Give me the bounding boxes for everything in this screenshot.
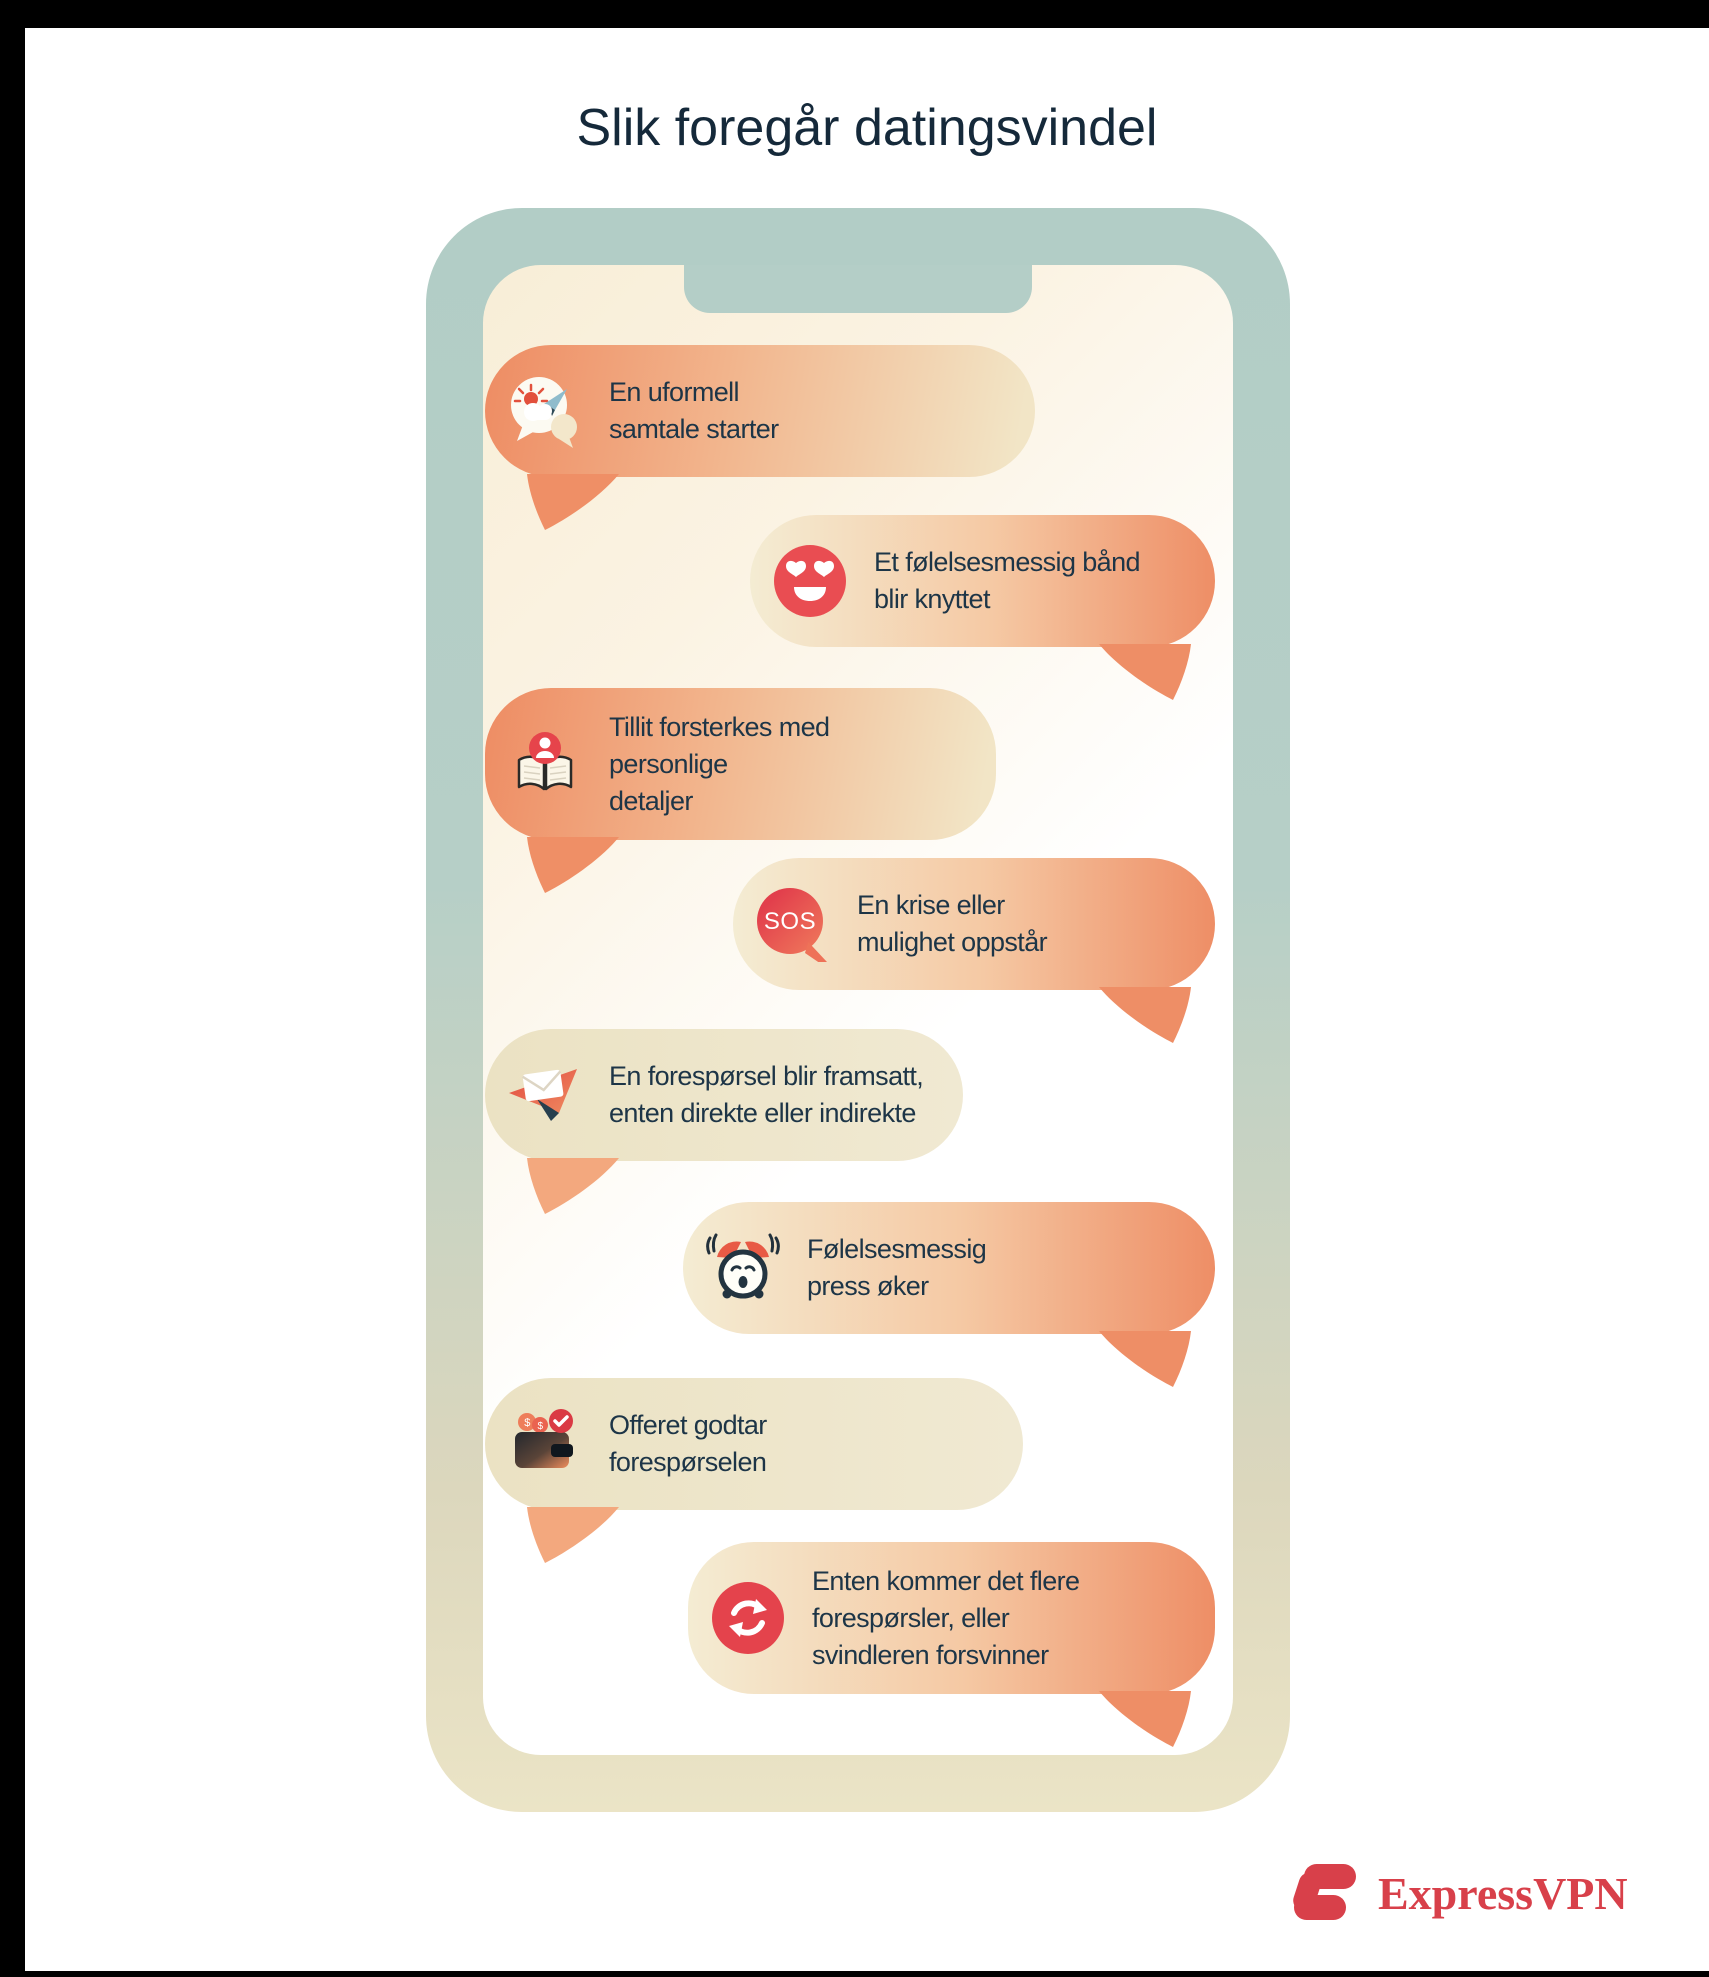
bubble-line: Et følelsesmessig bånd <box>874 547 1140 577</box>
chat-bubble <box>485 345 1035 477</box>
svg-text:$: $ <box>524 1417 530 1429</box>
profile-book-icon <box>507 726 583 802</box>
bubble-text <box>874 544 1140 618</box>
alarm-clock-icon <box>705 1230 781 1306</box>
bubble-tail <box>523 1158 623 1216</box>
brand-wordmark: ExpressVPN <box>1378 1867 1628 1919</box>
bubble-line: mulighet oppstår <box>857 927 1048 957</box>
chat-bubble <box>485 1378 1023 1510</box>
bubble-line: enten direkte eller indirekte <box>609 1098 916 1128</box>
bubble-line: Offeret godtar <box>609 1410 767 1440</box>
bubble-text <box>857 887 1047 961</box>
heart-eyes-emoji-icon <box>772 543 848 619</box>
bubble-line: Følelsesmessig <box>807 1234 987 1264</box>
bubble-text <box>609 709 829 820</box>
chat-bubble <box>683 1202 1215 1334</box>
bubble-tail <box>1095 644 1195 702</box>
bubble-line: En forespørsel blir framsatt, <box>609 1061 924 1091</box>
bubble-line: personlige <box>609 748 728 779</box>
bubble-text <box>609 1058 923 1132</box>
bubble-line: En uformell <box>609 377 739 407</box>
bubble-tail <box>523 837 623 895</box>
bubble-line: press øker <box>807 1271 929 1301</box>
bubble-line: svindleren forsvinner <box>812 1639 1049 1670</box>
refresh-cycle-icon <box>710 1580 786 1656</box>
expressvpn-logomark-icon <box>1288 1862 1360 1924</box>
sos-bubble-tail <box>805 942 827 962</box>
bubble-line: En krise eller <box>857 890 1005 920</box>
bubble-tail <box>1095 1691 1195 1749</box>
brand-logo <box>1288 1862 1628 1924</box>
bubble-line: forespørsler, eller <box>812 1602 1010 1633</box>
bubble-line: forespørselen <box>609 1447 767 1477</box>
sos-label: SOS <box>763 907 817 935</box>
chat-bubble <box>688 1542 1215 1694</box>
phone-notch <box>684 265 1032 313</box>
bubble-tail <box>523 1507 623 1565</box>
chat-bubble <box>485 688 996 840</box>
wallet-coins-check-icon <box>507 1406 583 1482</box>
bubble-text <box>609 1407 767 1481</box>
bubble-line: samtale starter <box>609 414 779 444</box>
page-title: Slik foregår datingsvindel <box>576 99 1158 157</box>
bubble-line: blir knyttet <box>874 584 990 614</box>
bubble-text <box>609 374 779 448</box>
chat-bubble <box>750 515 1215 647</box>
bubble-line: detaljer <box>609 785 693 816</box>
sos-speech-bubble-icon <box>755 886 831 962</box>
chat-conversation-icon <box>507 373 583 449</box>
bubble-tail <box>523 474 623 532</box>
bubble-text <box>807 1231 986 1305</box>
bubble-line: Enten kommer det flere <box>812 1565 1080 1596</box>
paper-plane-envelope-icon <box>507 1057 583 1133</box>
chat-bubble <box>733 858 1215 990</box>
chat-bubble <box>485 1029 963 1161</box>
bubble-tail <box>1095 1331 1195 1389</box>
bubble-line: Tillit forsterkes med <box>609 711 830 742</box>
bubble-text <box>812 1563 1079 1674</box>
bubble-tail <box>1095 987 1195 1045</box>
svg-text:$: $ <box>537 1421 543 1432</box>
